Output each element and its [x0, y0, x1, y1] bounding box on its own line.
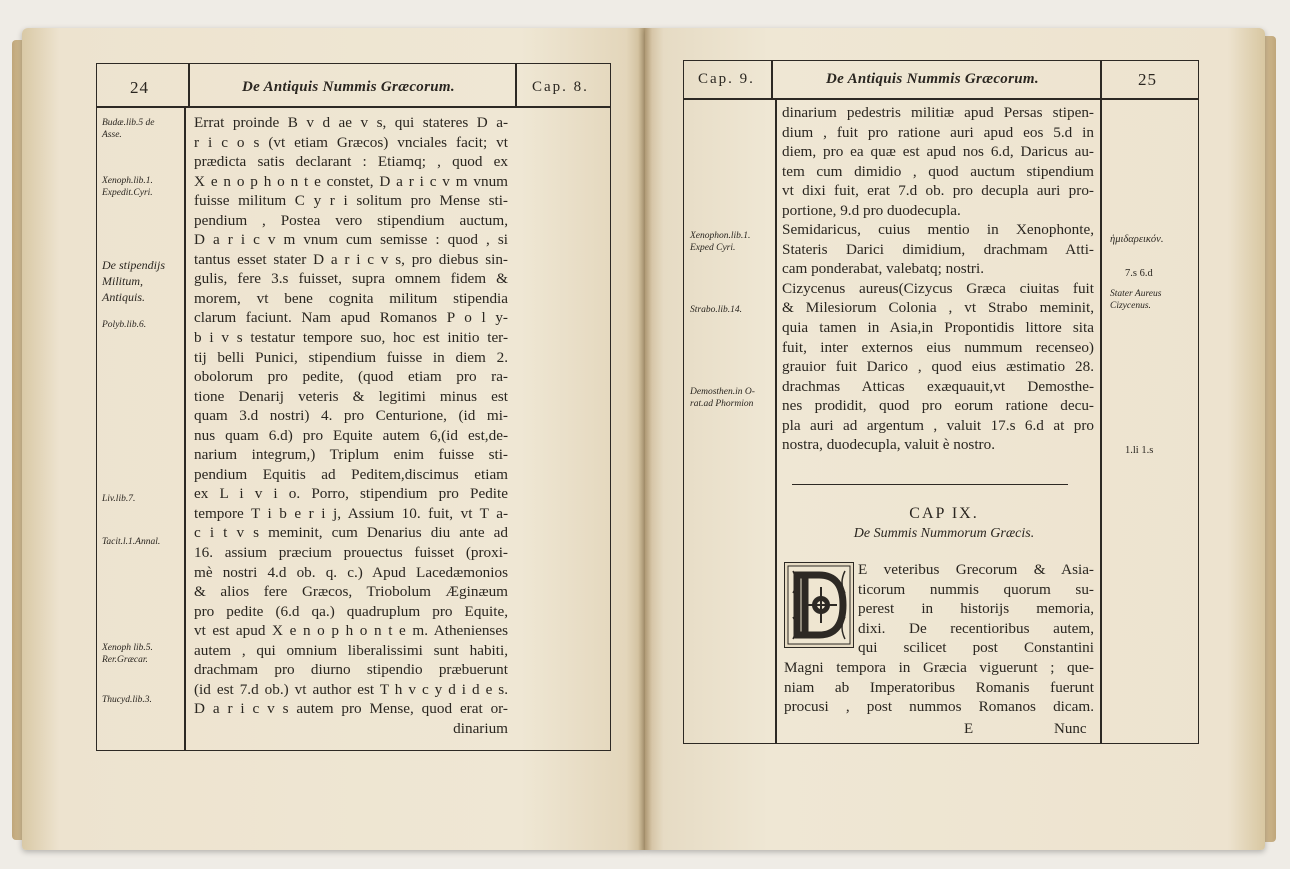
- running-head: De Antiquis Nummis Græcorum.: [826, 71, 1039, 87]
- text-line: dinarium: [453, 719, 508, 737]
- text-line: 16. assium præcium prouectus fuisset (proxi-: [194, 544, 508, 562]
- text-line: drachmam pro diurno stipendio præbuerunt: [194, 661, 508, 679]
- page-number: 24: [130, 78, 149, 97]
- margin-note: Demosthen.in O- rat.ad Phormion: [690, 387, 755, 409]
- text-line: fuit, inter externos eius nummum recenseo): [782, 338, 1094, 356]
- text-line: quam 3.d nostri) 4. pro Centurione, (id mi-: [194, 407, 508, 425]
- margin-note: Stater Aureus Cizycenus.: [1110, 289, 1162, 311]
- left-margin-column-rule: [184, 106, 186, 750]
- text-line: tantus esset stater D a r i c v s, pro diebus sin-: [194, 250, 508, 268]
- right-header-divider-1: [771, 60, 773, 100]
- text-line: tij belli Punici, stipendium fuisse in diem 2.: [194, 348, 508, 366]
- margin-note: Xenoph.lib.1. Expedit.Cyri.: [102, 176, 153, 198]
- book-gutter: [638, 28, 652, 850]
- text-line: ticorum nummis quorum su-: [858, 580, 1094, 598]
- text-line: vt dixi fuit, erat 7.d ob. pro decupla auri pro-: [782, 182, 1094, 200]
- text-line: & Milesiorum Colonia , vt Strabo meminit,: [782, 299, 1094, 317]
- text-line: narium integrum,) Triplum enim fuisse sti-: [194, 446, 508, 464]
- text-line: b i v s testatur tempore suo, hoc est initio ter-: [194, 329, 508, 347]
- signature-mark: E: [964, 721, 974, 737]
- margin-note: Xenoph lib.5. Rer.Græcar.: [102, 643, 153, 665]
- text-line: autem , qui omnium liberalissimi sunt habiti,: [194, 641, 508, 659]
- ornament-icon: [785, 563, 853, 647]
- right-margin-column-rule-right: [1100, 60, 1102, 743]
- chapter-title: CAP IX.: [909, 505, 979, 522]
- text-line: & alios fere Græcos, Triobolum Æginæum: [194, 583, 508, 601]
- text-line: nostra, duodecupla, valuit è nostro.: [782, 436, 995, 454]
- text-line: gulis, fere 3.s fuisset, supra omnem fidem &: [194, 270, 508, 288]
- text-line: tem cum dimidio , quod auctum stipendium: [782, 162, 1094, 180]
- text-line: morem, vt bene cognita militum stipendia: [194, 289, 508, 307]
- decorated-initial: [784, 562, 854, 648]
- right-header-rule: [683, 98, 1198, 100]
- margin-note: Liv.lib.7.: [102, 494, 136, 504]
- text-line: D a r i c v m vnum cum semisse : quod , si: [194, 231, 508, 249]
- margin-note: ἡμιδαρεικόν.: [1110, 234, 1164, 245]
- text-line: dinarium pedestris militiæ apud Persas stipen-: [782, 104, 1094, 121]
- margin-note: Tacit.l.1.Annal.: [102, 537, 161, 547]
- page-number: 25: [1138, 70, 1157, 89]
- left-header-divider-1: [188, 63, 190, 108]
- text-line: portione, 9.d pro duodecupla.: [782, 201, 961, 219]
- text-line: Cizycenus aureus(Cizycus Græca ciuitas fuit: [782, 279, 1094, 297]
- chapter-tag: Cap. 8.: [532, 79, 589, 95]
- chapter-body-text: [858, 560, 1094, 658]
- text-line: Semidaricus, cuius mentio in Xenophonte,: [782, 221, 1094, 239]
- margin-note: Polyb.lib.6.: [102, 320, 147, 330]
- chapter-subtitle: De Summis Nummorum Græcis.: [853, 526, 1035, 541]
- text-line: fuisse militum C y r i solitum pro Mense sti-: [194, 192, 508, 210]
- text-line: procusi , post nummos Romanos dicam.: [784, 698, 1094, 716]
- text-line: (id est 7.d ob.) vt author est T h v c y d i d e s.: [194, 680, 508, 698]
- chapter-separator-rule: [792, 484, 1068, 485]
- text-line: pendium Equitis ad Peditem,discimus etiam: [194, 465, 508, 483]
- right-margin-column-rule-left: [775, 98, 777, 743]
- text-line: perest in historijs memoria,: [858, 600, 1094, 618]
- margin-note: 1.li 1.s: [1125, 445, 1154, 456]
- text-line: pro pedite (6.d qa.) quadruplum pro Equite,: [194, 602, 508, 620]
- chapter-body-text: [784, 658, 1094, 717]
- left-body-text: [194, 113, 508, 739]
- text-line: pendium , Postea vero stipendium auctum,: [194, 211, 508, 229]
- text-line: pla auri ad argentum , valuit 17.s 6.d at pro: [782, 416, 1094, 434]
- text-line: D a r i c v s autem pro Mense, quod erat or-: [194, 700, 508, 718]
- right-body-text: [782, 103, 1094, 455]
- text-line: r i c o s (vt etiam Græcos) vnciales facit; vt: [194, 133, 508, 151]
- margin-note: Thucyd.lib.3.: [102, 695, 152, 705]
- left-header-divider-2: [515, 63, 517, 108]
- text-line: mè nostri 4.d ob. q. c.) Apud Lacedæmonios: [194, 563, 508, 581]
- text-line: nes prodidit, quod pro eorum ratione decu-: [782, 397, 1094, 415]
- text-line: Magni tempora in Græcia viguerunt ; que-: [784, 659, 1094, 676]
- margin-note: De stipendijs Militum, Antiquis.: [102, 258, 165, 304]
- text-line: nus quam 6.d) pro Equite autem 6,(id est,de-: [194, 426, 508, 444]
- catchword: Nunc: [1054, 721, 1087, 737]
- margin-note: Budæ.lib.5 de Asse.: [102, 118, 155, 140]
- margin-note: Xenophon.lib.1. Exped Cyri.: [690, 231, 751, 253]
- text-line: obolorum pro pedite, (quod etiam pro ra-: [194, 368, 508, 386]
- text-line: drachmas Atticas exæquauit,vt Demosthe-: [782, 377, 1094, 395]
- text-line: E veteribus Grecorum & Asia-: [858, 561, 1094, 578]
- text-line: cam ponderabat, valebatq; nostri.: [782, 260, 985, 278]
- text-line: quia tamen in Asia,in Propontidis littore sita: [782, 319, 1094, 337]
- left-header-rule: [96, 106, 610, 108]
- text-line: vt est apud X e n o p h o n t e m. Athenienses: [194, 622, 508, 640]
- margin-note: Strabo.lib.14.: [690, 305, 742, 315]
- text-line: grauior fuit Darico , quod eius æstimatio 28.: [782, 358, 1094, 376]
- text-line: Errat proinde B v d ae v s, qui stateres D a-: [194, 114, 508, 131]
- text-line: qui scilicet post Constantini: [858, 639, 1094, 657]
- text-line: c i t v s meminit, cum Denarius diu ante ad: [194, 524, 508, 542]
- text-line: dium , fuit pro ratione auri apud eos 5.d in: [782, 123, 1094, 141]
- margin-note: 7.s 6.d: [1125, 268, 1153, 279]
- text-line: X e n o p h o n t e constet, D a r i c v m vnum: [194, 172, 508, 190]
- chapter-tag: Cap. 9.: [698, 71, 755, 87]
- text-line: clarum faciunt. Nam apud Romanos P o l y-: [194, 309, 508, 327]
- running-head: De Antiquis Nummis Græcorum.: [242, 79, 455, 95]
- text-line: Stateris Darici dimidium, drachmam Atti-: [782, 240, 1094, 258]
- text-line: prædicta satis declarant : Etiamq; , quod ex: [194, 153, 508, 171]
- text-line: ex L i v i o. Porro, stipendium pro Pedite: [194, 485, 508, 503]
- text-line: niam ab Imperatoribus Romanis fuerunt: [784, 678, 1094, 696]
- text-line: diem, pro ea quæ est apud nos 6.d, Daricus au-: [782, 143, 1094, 161]
- text-line: tione Denarij veteris & legitimi minus est: [194, 387, 508, 405]
- text-line: tempore T i b e r i j, Assium 10. fuit, vt T a-: [194, 504, 508, 522]
- text-line: dixi. De recentioribus autem,: [858, 619, 1094, 637]
- svg-text:D: D: [819, 609, 820, 610]
